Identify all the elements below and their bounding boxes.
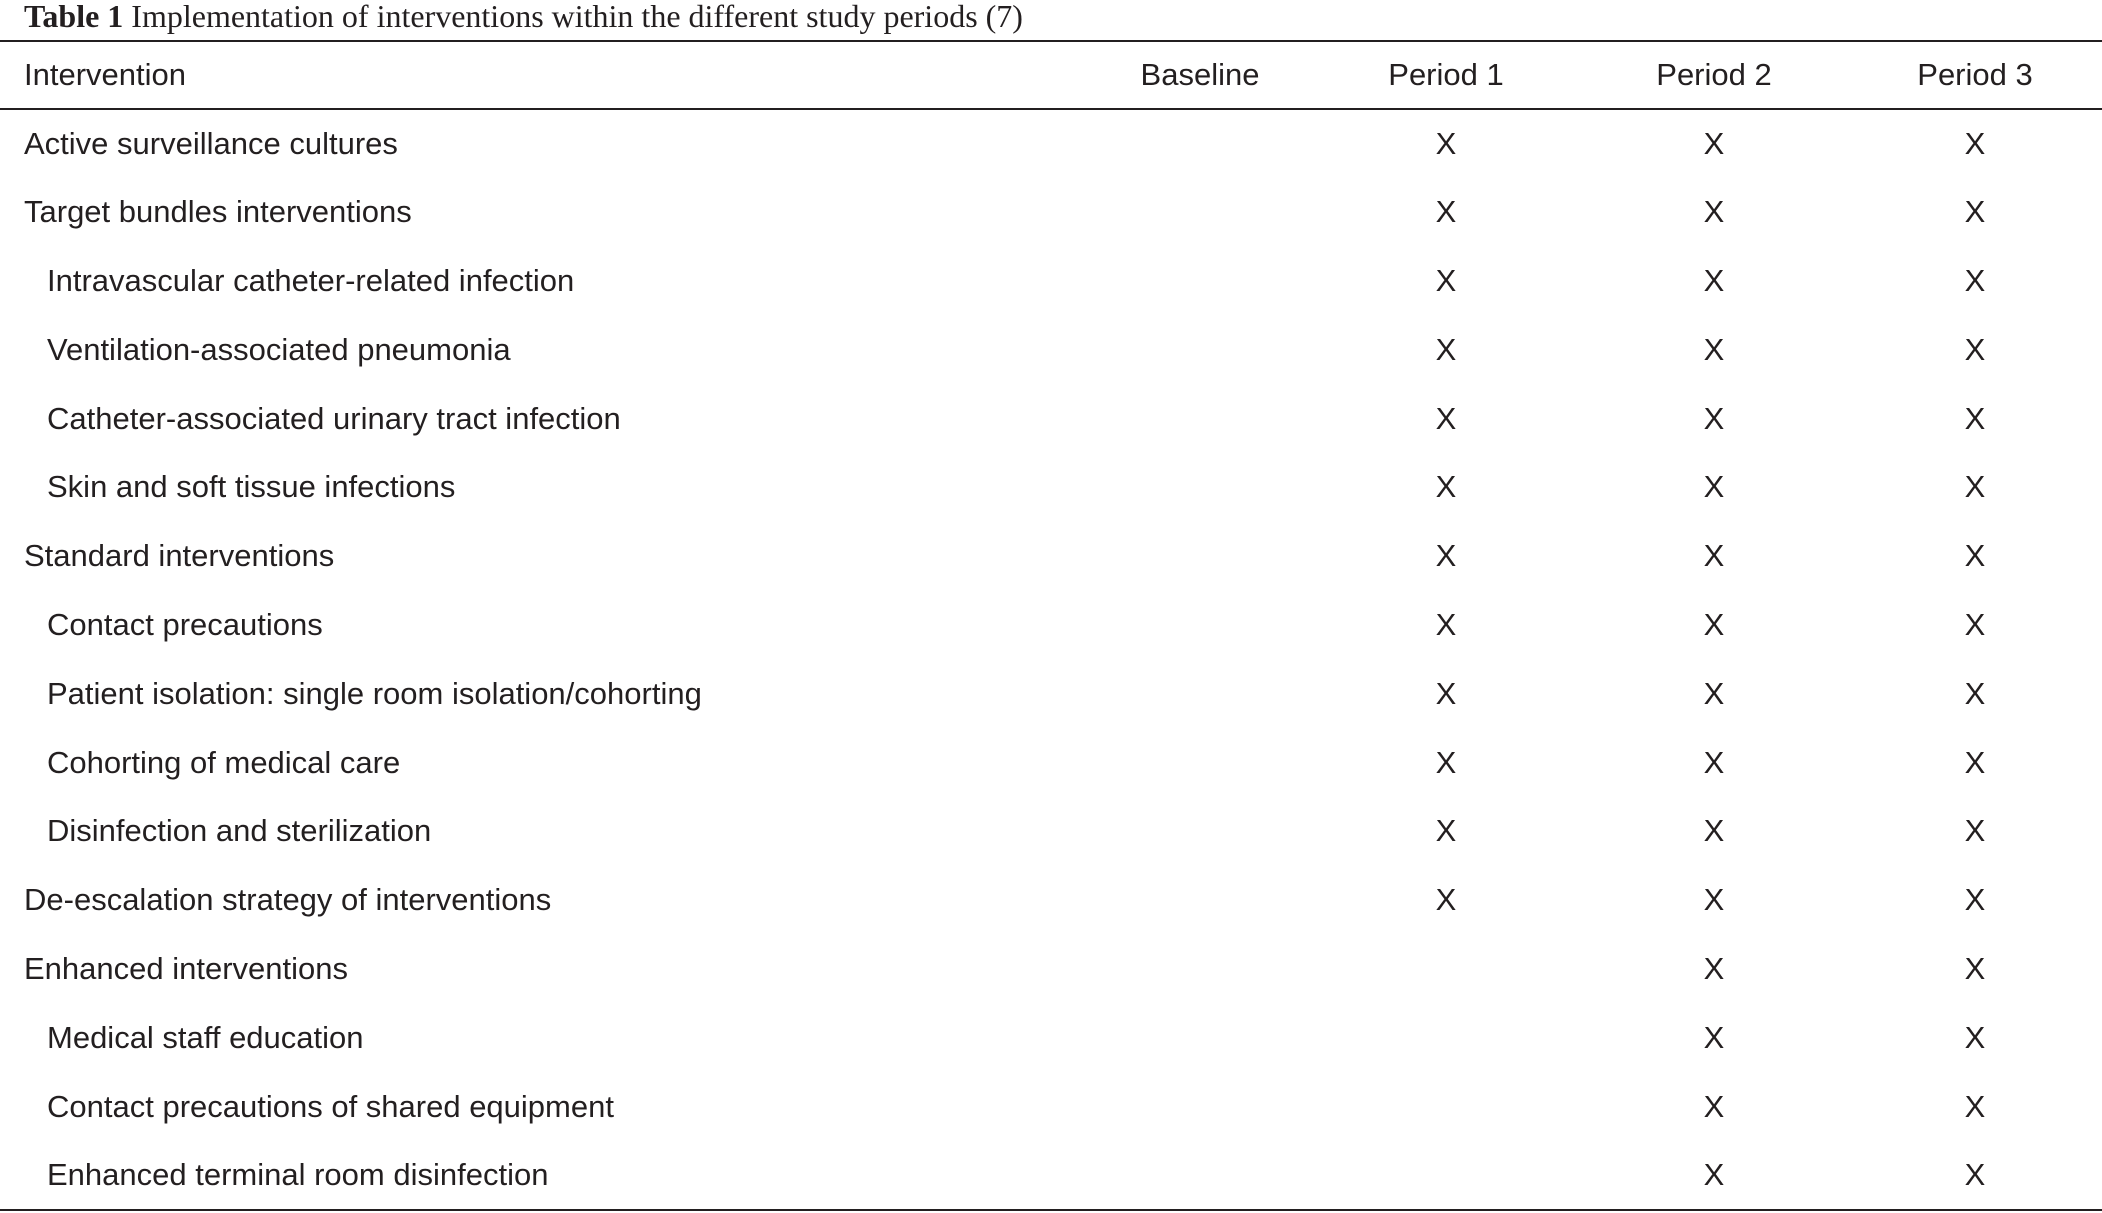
intervention-cell: Active surveillance cultures xyxy=(24,125,398,161)
period-2-cell: X xyxy=(1703,882,1725,918)
period-3-cell: X xyxy=(1964,400,1986,436)
intervention-cell: De-escalation strategy of interventions xyxy=(24,882,552,918)
intervention-cell: Patient isolation: single room isolation/cohorting xyxy=(47,675,702,711)
period-3-cell: X xyxy=(1964,950,1986,986)
intervention-cell: Cohorting of medical care xyxy=(47,744,401,780)
period-3-cell: X xyxy=(1964,331,1986,367)
period-2-cell: X xyxy=(1703,469,1725,505)
table-body xyxy=(0,109,2102,1210)
period-2-cell: X xyxy=(1703,1088,1725,1124)
table-row xyxy=(0,797,2102,866)
intervention-cell: Contact precautions xyxy=(47,606,323,642)
column-header-period-1: Period 1 xyxy=(1312,41,1580,109)
table-row xyxy=(0,1003,2102,1072)
table-row xyxy=(0,109,2102,178)
table-row xyxy=(0,728,2102,797)
intervention-cell: Contact precautions of shared equipment xyxy=(47,1088,614,1124)
baseline-cell xyxy=(1088,797,1312,866)
period-3-cell: X xyxy=(1964,882,1986,918)
period-2-cell: X xyxy=(1703,950,1725,986)
baseline-cell xyxy=(1088,728,1312,797)
period-3-cell: X xyxy=(1964,469,1986,505)
period-1-cell xyxy=(1312,1141,1580,1210)
period-3-cell: X xyxy=(1964,813,1986,849)
period-3-cell: X xyxy=(1964,675,1986,711)
period-2-cell: X xyxy=(1703,331,1725,367)
intervention-cell: Ventilation-associated pneumonia xyxy=(47,331,511,367)
interventions-table xyxy=(0,40,2102,1211)
baseline-cell xyxy=(1088,659,1312,728)
period-2-cell: X xyxy=(1703,813,1725,849)
period-1-cell: X xyxy=(1435,125,1457,161)
period-1-cell: X xyxy=(1435,675,1457,711)
table-caption-text: Implementation of interventions within the different study periods (7) xyxy=(131,0,1023,34)
column-header-baseline: Baseline xyxy=(1088,41,1312,109)
intervention-cell: Medical staff education xyxy=(47,1019,364,1055)
baseline-cell xyxy=(1088,178,1312,247)
baseline-cell xyxy=(1088,1072,1312,1141)
intervention-cell: Target bundles interventions xyxy=(24,194,412,230)
period-3-cell: X xyxy=(1964,606,1986,642)
table-row xyxy=(0,935,2102,1004)
period-2-cell: X xyxy=(1580,1141,1848,1210)
baseline-cell xyxy=(1088,1003,1312,1072)
period-1-cell: X xyxy=(1435,882,1457,918)
period-1-cell: X xyxy=(1435,400,1457,436)
period-1-cell xyxy=(1312,1003,1580,1072)
table-caption xyxy=(24,0,1023,38)
period-3-cell: X xyxy=(1964,1019,1986,1055)
intervention-cell: Enhanced terminal room disinfection xyxy=(0,1141,1088,1210)
period-2-cell: X xyxy=(1703,125,1725,161)
column-header-intervention: Intervention xyxy=(0,41,1088,109)
baseline-cell xyxy=(1088,247,1312,316)
period-1-cell: X xyxy=(1435,538,1457,574)
period-1-cell xyxy=(1312,935,1580,1004)
period-1-cell: X xyxy=(1435,194,1457,230)
table-row xyxy=(0,178,2102,247)
period-2-cell: X xyxy=(1703,538,1725,574)
period-2-cell: X xyxy=(1703,400,1725,436)
intervention-cell: Skin and soft tissue infections xyxy=(47,469,456,505)
baseline-cell xyxy=(1088,522,1312,591)
period-1-cell: X xyxy=(1435,606,1457,642)
period-3-cell: X xyxy=(1964,262,1986,298)
intervention-cell: Standard interventions xyxy=(24,538,335,574)
intervention-cell: Disinfection and sterilization xyxy=(47,813,432,849)
period-1-cell: X xyxy=(1435,744,1457,780)
baseline-cell xyxy=(1088,591,1312,660)
table-row xyxy=(0,1072,2102,1141)
baseline-cell xyxy=(1088,453,1312,522)
table-row xyxy=(0,1141,2102,1210)
period-1-cell xyxy=(1312,1072,1580,1141)
period-1-cell: X xyxy=(1435,331,1457,367)
baseline-cell xyxy=(1088,315,1312,384)
period-2-cell: X xyxy=(1703,1019,1725,1055)
table-row xyxy=(0,866,2102,935)
period-2-cell: X xyxy=(1703,744,1725,780)
intervention-cell: Enhanced interventions xyxy=(24,950,349,986)
period-2-cell: X xyxy=(1703,194,1725,230)
table-caption-label: Table 1 xyxy=(24,0,124,34)
intervention-cell: Catheter-associated urinary tract infection xyxy=(47,400,621,436)
baseline-cell xyxy=(1088,1141,1312,1210)
period-2-cell: X xyxy=(1703,606,1725,642)
period-3-cell: X xyxy=(1964,538,1986,574)
intervention-cell: Intravascular catheter-related infection xyxy=(47,262,575,298)
baseline-cell xyxy=(1088,384,1312,453)
table-row xyxy=(0,247,2102,316)
period-2-cell: X xyxy=(1703,262,1725,298)
period-1-cell: X xyxy=(1435,469,1457,505)
period-2-cell: X xyxy=(1703,675,1725,711)
baseline-cell xyxy=(1088,866,1312,935)
period-3-cell: X xyxy=(1964,125,1986,161)
period-3-cell: X xyxy=(1964,744,1986,780)
header-row xyxy=(0,41,2102,109)
column-header-period-2: Period 2 xyxy=(1580,41,1848,109)
table-row xyxy=(0,522,2102,591)
period-3-cell: X xyxy=(1964,1088,1986,1124)
table-row xyxy=(0,315,2102,384)
table-row xyxy=(0,591,2102,660)
baseline-cell xyxy=(1088,109,1312,178)
period-3-cell: X xyxy=(1964,194,1986,230)
column-header-period-3: Period 3 xyxy=(1848,41,2102,109)
table-row xyxy=(0,384,2102,453)
table-row xyxy=(0,659,2102,728)
period-1-cell: X xyxy=(1435,262,1457,298)
baseline-cell xyxy=(1088,935,1312,1004)
table-row xyxy=(0,453,2102,522)
period-1-cell: X xyxy=(1435,813,1457,849)
period-3-cell: X xyxy=(1848,1141,2102,1210)
